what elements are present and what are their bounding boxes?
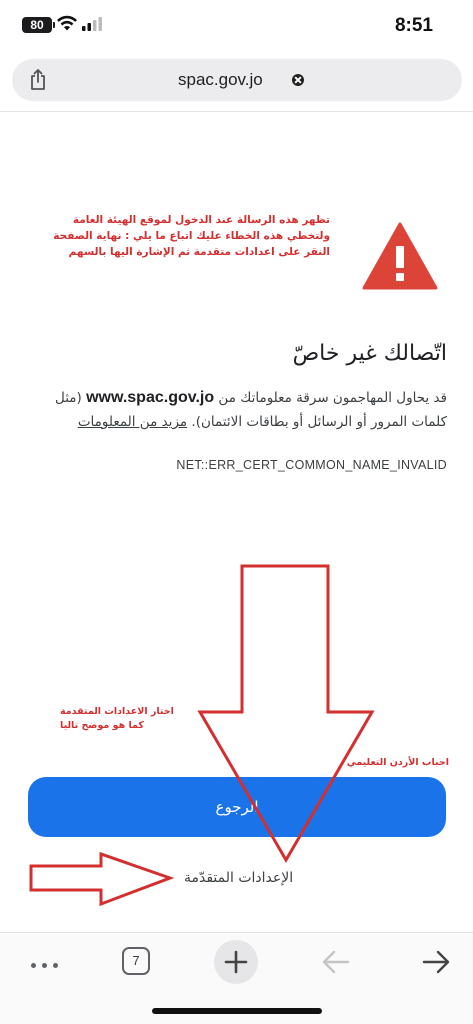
annotation-advanced-hint <box>60 705 260 733</box>
share-icon[interactable] <box>28 69 48 91</box>
annotation-brand: احباب الأردن التعليمي <box>346 757 449 768</box>
page-title: اتّصالك غير خاصّ <box>292 341 447 366</box>
clear-url-icon[interactable] <box>292 74 304 86</box>
annotation-line: ولتخطي هذه الخطاء عليك اتباع ما يلي : نهاية الصفحة <box>53 230 330 242</box>
url-text[interactable]: spac.gov.jo <box>178 70 263 89</box>
domain-name: www.spac.gov.jo <box>86 389 215 406</box>
url-bar <box>0 50 473 112</box>
status-time: 8:51 <box>394 15 433 36</box>
address-field[interactable] <box>12 59 462 101</box>
warning-triangle-icon <box>362 222 438 290</box>
back-arrow-icon[interactable] <box>320 948 352 976</box>
annotation-line: اختار الاعدادات المتقدمة <box>60 706 174 717</box>
tab-switcher-icon[interactable]: 7 <box>122 947 150 975</box>
more-icon[interactable] <box>28 953 62 977</box>
annotation-line: النقر على اعدادات متقدمة ثم الإشارة اليها بالسهم <box>68 246 330 258</box>
annotation-instructions <box>40 212 330 260</box>
annotation-line: تظهر هذه الرسالة عند الدخول لموقع الهيئة العامة <box>72 214 330 226</box>
wifi-icon <box>56 14 78 32</box>
right-arrow-icon <box>31 854 170 904</box>
back-to-safety-button[interactable]: الرجوع <box>28 777 446 837</box>
cellular-signal-icon <box>82 17 102 31</box>
error-code: NET::ERR_CERT_COMMON_NAME_INVALID <box>176 458 447 472</box>
learn-more-link[interactable]: مزيد من المعلومات <box>77 414 188 430</box>
home-indicator[interactable] <box>152 1008 322 1014</box>
status-bar <box>0 0 473 50</box>
annotation-line: كما هو موضح تاليا <box>60 720 144 731</box>
forward-arrow-icon[interactable] <box>420 948 452 976</box>
advanced-settings-link[interactable]: الإعدادات المتقدّمة <box>184 870 294 886</box>
description-text: (مثل كلمات المرور أو الرسائل أو بطاقات الائتمان). <box>55 390 447 430</box>
plus-icon <box>214 940 258 984</box>
description-text: قد يحاول المهاجمون سرقة معلوماتك من <box>218 390 447 406</box>
new-tab-button[interactable] <box>214 940 258 984</box>
error-description <box>22 386 447 434</box>
battery-icon: 80 <box>22 17 52 33</box>
